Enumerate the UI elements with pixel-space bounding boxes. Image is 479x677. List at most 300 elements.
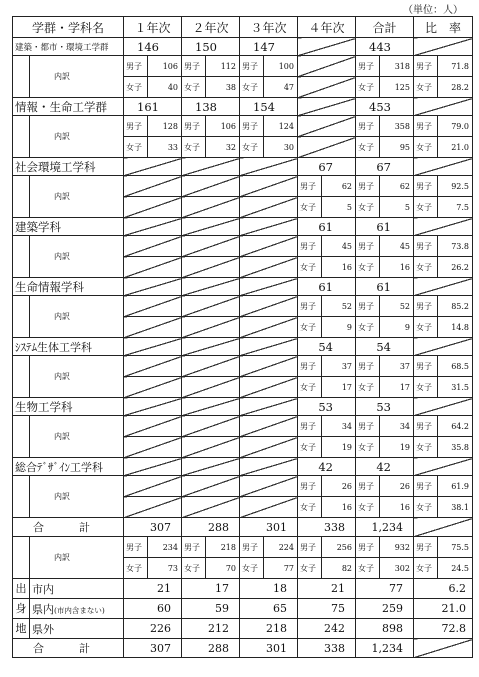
empty-cell — [240, 437, 298, 458]
female-value: 17 — [322, 377, 356, 398]
indent-cell — [13, 257, 30, 278]
female-label: 女子 — [298, 558, 322, 579]
male-pct: 64.2 — [438, 416, 473, 437]
ratio-empty — [414, 398, 473, 416]
group-total-cell: 61 — [356, 278, 414, 296]
female-label: 女子 — [298, 257, 322, 278]
male-label: 男子 — [298, 296, 322, 317]
female-pct: 35.8 — [438, 437, 473, 458]
male-label: 男子 — [356, 176, 380, 197]
male-row — [13, 236, 473, 257]
group-total-cell: 138 — [182, 98, 240, 116]
group-row — [13, 338, 473, 356]
overall-total-cell: 301 — [240, 518, 298, 537]
group-total-cell: 42 — [298, 458, 356, 476]
female-label: 女子 — [414, 317, 438, 338]
male-value: 26 — [380, 476, 414, 497]
origin-value: 226 — [124, 619, 182, 639]
group-total-cell: 146 — [124, 38, 182, 56]
origin-value: 21 — [298, 579, 356, 599]
female-label: 女子 — [414, 137, 438, 158]
group-total-cell — [182, 218, 240, 236]
header-year1: １年次 — [124, 17, 182, 38]
header-year3: ３年次 — [240, 17, 298, 38]
group-total-cell — [124, 458, 182, 476]
group-row — [13, 158, 473, 176]
indent-cell — [13, 377, 30, 398]
header-total: 合計 — [356, 17, 414, 38]
grand-total-label: 合 計 — [13, 639, 124, 658]
male-label: 男子 — [182, 116, 206, 137]
group-row — [13, 458, 473, 476]
group-total-cell: 453 — [356, 98, 414, 116]
empty-cell — [182, 476, 240, 497]
group-total-cell: 150 — [182, 38, 240, 56]
origin-value: 218 — [240, 619, 298, 639]
male-row — [13, 296, 473, 317]
empty-cell — [124, 356, 182, 377]
indent-cell — [13, 476, 30, 497]
female-label: 女子 — [298, 437, 322, 458]
female-label: 女子 — [356, 257, 380, 278]
empty-cell — [240, 416, 298, 437]
group-total-cell — [124, 278, 182, 296]
female-value: 82 — [322, 558, 356, 579]
grand-total-cell: 338 — [298, 639, 356, 658]
overall-label: 合 計 — [13, 518, 124, 537]
grand-total-cell: 307 — [124, 639, 182, 658]
origin-value: 65 — [240, 599, 298, 619]
group-total-cell: 53 — [356, 398, 414, 416]
empty-cell — [182, 437, 240, 458]
male-value: 37 — [322, 356, 356, 377]
male-label: 男子 — [356, 416, 380, 437]
male-value: 37 — [380, 356, 414, 377]
indent-cell — [13, 77, 30, 98]
male-label: 男子 — [298, 176, 322, 197]
header-year2: ２年次 — [182, 17, 240, 38]
male-value: 224 — [264, 537, 298, 558]
group-total-cell — [182, 158, 240, 176]
female-label: 女子 — [124, 558, 148, 579]
female-label: 女子 — [356, 317, 380, 338]
group-name: 生命情報学科 — [13, 278, 124, 296]
empty-cell — [182, 356, 240, 377]
female-label: 女子 — [356, 377, 380, 398]
female-value: 33 — [148, 137, 182, 158]
overall-total-cell: 288 — [182, 518, 240, 537]
female-label: 女子 — [240, 137, 264, 158]
female-value: 16 — [380, 257, 414, 278]
male-pct: 73.8 — [438, 236, 473, 257]
grand-total-cell: 1,234 — [356, 639, 414, 658]
indent-cell — [13, 497, 30, 518]
male-label: 男子 — [124, 56, 148, 77]
female-label: 女子 — [414, 77, 438, 98]
male-pct: 68.5 — [438, 356, 473, 377]
female-label: 女子 — [298, 497, 322, 518]
empty-cell — [124, 377, 182, 398]
empty-cell — [124, 257, 182, 278]
male-pct: 92.5 — [438, 176, 473, 197]
male-label: 男子 — [124, 116, 148, 137]
ratio-empty — [414, 218, 473, 236]
female-value: 32 — [206, 137, 240, 158]
female-value: 73 — [148, 558, 182, 579]
header-department: 学群・学科名 — [13, 17, 124, 38]
female-value: 19 — [322, 437, 356, 458]
female-value: 70 — [206, 558, 240, 579]
male-label: 男子 — [298, 236, 322, 257]
female-pct: 28.2 — [438, 77, 473, 98]
male-pct: 79.0 — [438, 116, 473, 137]
female-value: 5 — [380, 197, 414, 218]
male-label: 男子 — [240, 56, 264, 77]
overall-total-cell: 1,234 — [356, 518, 414, 537]
male-value: 318 — [380, 56, 414, 77]
empty-cell — [182, 257, 240, 278]
female-value: 16 — [380, 497, 414, 518]
group-total-cell — [240, 338, 298, 356]
ratio-empty — [414, 458, 473, 476]
grand-total-row — [13, 639, 473, 658]
origin-char: 地 — [13, 619, 30, 639]
header-row — [13, 17, 473, 38]
empty-cell — [124, 317, 182, 338]
male-label: 男子 — [182, 537, 206, 558]
empty-cell — [124, 437, 182, 458]
origin-label — [30, 599, 124, 619]
female-pct: 7.5 — [438, 197, 473, 218]
female-value: 9 — [380, 317, 414, 338]
female-label: 女子 — [356, 137, 380, 158]
female-value: 125 — [380, 77, 414, 98]
male-label: 男子 — [356, 116, 380, 137]
male-label: 男子 — [356, 56, 380, 77]
female-label: 女子 — [414, 257, 438, 278]
indent-cell — [13, 317, 30, 338]
empty-cell — [298, 56, 356, 77]
indent-cell — [13, 137, 30, 158]
female-label: 女子 — [356, 497, 380, 518]
origin-value: 898 — [356, 619, 414, 639]
female-value: 19 — [380, 437, 414, 458]
group-total-cell — [124, 158, 182, 176]
male-row — [13, 56, 473, 77]
female-label: 女子 — [298, 317, 322, 338]
male-value: 52 — [322, 296, 356, 317]
female-label: 女子 — [356, 558, 380, 579]
group-total-cell: 61 — [356, 218, 414, 236]
female-pct: 21.0 — [438, 137, 473, 158]
origin-label — [30, 619, 124, 639]
female-label: 女子 — [182, 137, 206, 158]
empty-cell — [124, 236, 182, 257]
male-label: 男子 — [182, 56, 206, 77]
female-label: 女子 — [414, 497, 438, 518]
empty-cell — [182, 317, 240, 338]
empty-cell — [240, 197, 298, 218]
overall-male-row — [13, 537, 473, 558]
female-pct: 38.1 — [438, 497, 473, 518]
male-row — [13, 476, 473, 497]
female-value: 40 — [148, 77, 182, 98]
group-total-cell: 67 — [298, 158, 356, 176]
male-label: 男子 — [414, 416, 438, 437]
female-value: 5 — [322, 197, 356, 218]
female-label: 女子 — [414, 437, 438, 458]
male-value: 34 — [322, 416, 356, 437]
male-label: 男子 — [414, 537, 438, 558]
empty-cell — [182, 377, 240, 398]
breakdown-label: 内訳 — [30, 296, 124, 338]
breakdown-label: 内訳 — [30, 116, 124, 158]
grand-total-cell: 288 — [182, 639, 240, 658]
female-value: 302 — [380, 558, 414, 579]
origin-label-text: 県外 — [32, 622, 54, 636]
origin-value: 21 — [124, 579, 182, 599]
male-label: 男子 — [414, 236, 438, 257]
male-value: 45 — [380, 236, 414, 257]
empty-cell — [240, 176, 298, 197]
empty-cell — [124, 476, 182, 497]
female-label: 女子 — [240, 77, 264, 98]
group-total-cell: 54 — [356, 338, 414, 356]
group-total-cell — [240, 218, 298, 236]
male-row — [13, 416, 473, 437]
origin-value: 242 — [298, 619, 356, 639]
male-label: 男子 — [356, 356, 380, 377]
empty-cell — [298, 116, 356, 137]
indent-cell — [13, 176, 30, 197]
female-value: 16 — [322, 497, 356, 518]
group-total-cell — [182, 458, 240, 476]
origin-label-text: 市内 — [32, 582, 54, 596]
ratio-empty — [414, 38, 473, 56]
breakdown-label: 内訳 — [30, 56, 124, 98]
female-label: 女子 — [124, 137, 148, 158]
empty-cell — [182, 236, 240, 257]
ratio-empty — [414, 98, 473, 116]
male-label: 男子 — [414, 476, 438, 497]
unit-note: （単位：人） — [403, 5, 463, 16]
breakdown-label: 内訳 — [30, 476, 124, 518]
empty-cell — [240, 257, 298, 278]
origin-pct: 6.2 — [414, 579, 473, 599]
female-pct: 31.5 — [438, 377, 473, 398]
male-value: 932 — [380, 537, 414, 558]
empty-cell — [182, 197, 240, 218]
male-label: 男子 — [414, 176, 438, 197]
enrollment-table — [12, 16, 473, 658]
male-label: 男子 — [240, 116, 264, 137]
male-label: 男子 — [414, 356, 438, 377]
breakdown-label: 内訳 — [30, 537, 124, 579]
origin-note: (市内含まない) — [54, 605, 105, 615]
female-label: 女子 — [414, 197, 438, 218]
origin-row — [13, 619, 473, 639]
empty-cell — [124, 197, 182, 218]
origin-row — [13, 599, 473, 619]
breakdown-label: 内訳 — [30, 176, 124, 218]
male-value: 62 — [380, 176, 414, 197]
ratio-empty — [414, 158, 473, 176]
group-name: 総合ﾃﾞｻﾞｲﾝ工学科 — [13, 458, 124, 476]
male-label: 男子 — [356, 476, 380, 497]
male-label: 男子 — [298, 416, 322, 437]
male-value: 128 — [148, 116, 182, 137]
female-value: 9 — [322, 317, 356, 338]
overall-total-cell: 338 — [298, 518, 356, 537]
empty-cell — [240, 497, 298, 518]
male-label: 男子 — [298, 537, 322, 558]
empty-cell — [182, 296, 240, 317]
group-name: 社会環境工学科 — [13, 158, 124, 176]
male-row — [13, 356, 473, 377]
group-total-cell — [182, 338, 240, 356]
empty-cell — [124, 296, 182, 317]
male-value: 62 — [322, 176, 356, 197]
female-label: 女子 — [356, 77, 380, 98]
female-label: 女子 — [298, 197, 322, 218]
ratio-empty — [414, 338, 473, 356]
female-label: 女子 — [240, 558, 264, 579]
ratio-empty — [414, 518, 473, 537]
group-total-cell: 154 — [240, 98, 298, 116]
origin-char: 身 — [13, 599, 30, 619]
indent-cell — [13, 437, 30, 458]
empty-cell — [182, 497, 240, 518]
group-row — [13, 98, 473, 116]
male-label: 男子 — [356, 537, 380, 558]
group-total-cell: 54 — [298, 338, 356, 356]
female-pct: 14.8 — [438, 317, 473, 338]
origin-value: 18 — [240, 579, 298, 599]
group-total-cell — [240, 278, 298, 296]
header-ratio: 比 率 — [414, 17, 473, 38]
male-label: 男子 — [240, 537, 264, 558]
ratio-empty — [414, 639, 473, 658]
ratio-empty — [414, 278, 473, 296]
origin-value: 259 — [356, 599, 414, 619]
male-row — [13, 116, 473, 137]
origin-label-text: 県内 — [32, 602, 54, 616]
indent-cell — [13, 236, 30, 257]
group-name: 建築・都市・環境工学群 — [13, 38, 124, 56]
origin-char: 出 — [13, 579, 30, 599]
female-value: 47 — [264, 77, 298, 98]
indent-cell — [13, 296, 30, 317]
header-year4: ４年次 — [298, 17, 356, 38]
male-row — [13, 176, 473, 197]
breakdown-label: 内訳 — [30, 356, 124, 398]
empty-cell — [240, 356, 298, 377]
group-total-cell: 147 — [240, 38, 298, 56]
origin-value: 75 — [298, 599, 356, 619]
female-label: 女子 — [182, 558, 206, 579]
origin-value: 77 — [356, 579, 414, 599]
group-row — [13, 278, 473, 296]
female-value: 17 — [380, 377, 414, 398]
group-total-cell — [182, 278, 240, 296]
female-label: 女子 — [414, 377, 438, 398]
female-value: 16 — [322, 257, 356, 278]
male-label: 男子 — [414, 296, 438, 317]
grand-total-cell: 301 — [240, 639, 298, 658]
male-label: 男子 — [414, 56, 438, 77]
group-name: 生物工学科 — [13, 398, 124, 416]
origin-value: 59 — [182, 599, 240, 619]
empty-cell — [124, 176, 182, 197]
male-pct: 71.8 — [438, 56, 473, 77]
female-label: 女子 — [414, 558, 438, 579]
group-total-cell: 42 — [356, 458, 414, 476]
group-total-cell: 61 — [298, 218, 356, 236]
indent-cell — [13, 537, 30, 558]
indent-cell — [13, 197, 30, 218]
overall-total-row — [13, 518, 473, 537]
group-row — [13, 398, 473, 416]
male-value: 106 — [206, 116, 240, 137]
empty-cell — [182, 416, 240, 437]
origin-value: 17 — [182, 579, 240, 599]
male-label: 男子 — [124, 537, 148, 558]
origin-value: 60 — [124, 599, 182, 619]
overall-total-cell: 307 — [124, 518, 182, 537]
female-value: 95 — [380, 137, 414, 158]
empty-cell — [124, 416, 182, 437]
indent-cell — [13, 56, 30, 77]
empty-cell — [124, 497, 182, 518]
indent-cell — [13, 416, 30, 437]
indent-cell — [13, 356, 30, 377]
male-value: 26 — [322, 476, 356, 497]
group-row — [13, 218, 473, 236]
indent-cell — [13, 558, 30, 579]
female-pct: 24.5 — [438, 558, 473, 579]
group-total-cell — [298, 98, 356, 116]
female-value: 77 — [264, 558, 298, 579]
male-pct: 75.5 — [438, 537, 473, 558]
group-total-cell — [240, 458, 298, 476]
origin-label — [30, 579, 124, 599]
male-value: 106 — [148, 56, 182, 77]
group-total-cell — [124, 338, 182, 356]
male-value: 100 — [264, 56, 298, 77]
empty-cell — [298, 77, 356, 98]
male-pct: 61.9 — [438, 476, 473, 497]
female-label: 女子 — [356, 437, 380, 458]
male-value: 256 — [322, 537, 356, 558]
indent-cell — [13, 116, 30, 137]
female-pct: 26.2 — [438, 257, 473, 278]
male-value: 124 — [264, 116, 298, 137]
group-total-cell — [298, 38, 356, 56]
group-total-cell — [240, 398, 298, 416]
empty-cell — [240, 236, 298, 257]
group-total-cell — [124, 218, 182, 236]
male-value: 52 — [380, 296, 414, 317]
origin-value: 212 — [182, 619, 240, 639]
female-value: 30 — [264, 137, 298, 158]
empty-cell — [182, 176, 240, 197]
empty-cell — [240, 317, 298, 338]
group-name: 情報・生命工学群 — [13, 98, 124, 116]
empty-cell — [240, 296, 298, 317]
group-total-cell: 53 — [298, 398, 356, 416]
breakdown-label: 内訳 — [30, 416, 124, 458]
empty-cell — [298, 137, 356, 158]
